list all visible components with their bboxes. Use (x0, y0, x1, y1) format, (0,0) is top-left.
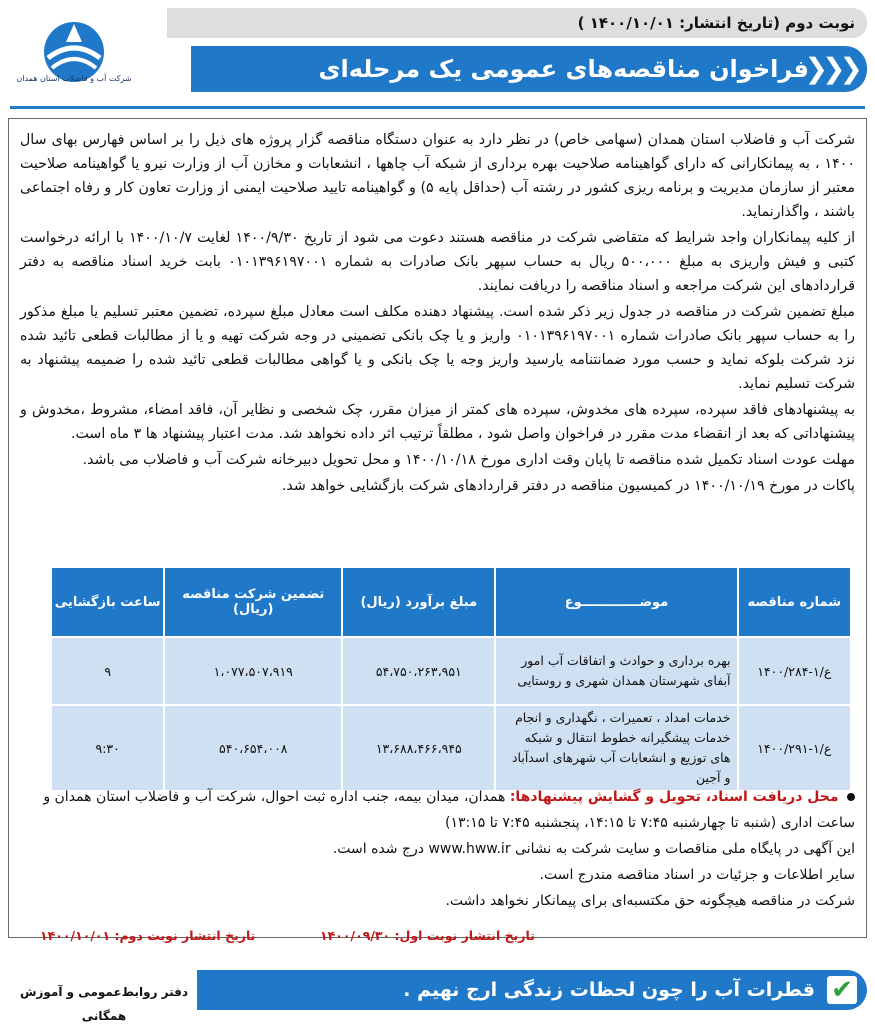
logo-text: شرکت آب و فاضلاب استان همدان (16, 74, 132, 83)
table-row (51, 705, 851, 791)
second-publication-date: تاریخ انتشار نوبت دوم: ۱۴۰۰/۱۰/۰۱ (40, 928, 256, 943)
details-line: سایر اطلاعات و جزئیات در اسناد مناقصه مندرج است. (539, 867, 855, 883)
paragraph-deadline: مهلت عودت اسناد تکمیل شده مناقصه تا پایان وقت اداری مورخ ۱۴۰۰/۱۰/۱۸ و محل تحویل دبیرخانه شرکت آب و فاضلاب می باشد. (82, 452, 855, 468)
paragraph-intro: شرکت آب و فاضلاب استان همدان (سهامی خاص) در نظر دارد به عنوان دستگاه مناقصه گزار پروژه های ذیل را بر اساس فهارس بهای سال ۱۴۰۰ ، به پیمانکارانی که دارای گواهینامه صلاحیت بهره برداری از شبکه آب چاهها ، انشعابات و مخازن آب از وزارت نیرو یا گواهینامه صلاحیت معتبر از سازمان مدیریت و برنامه ریزی کشور در رشته آب (حداقل پایه ۵) و گواهینامه تایید صلاحیت ایمنی از وزارت تعاون کار و رفاه اجتماعی باشند ، واگذارنماید. (20, 132, 855, 220)
col-opening-time: ساعت بازگشایی (51, 567, 164, 637)
place-text: همدان، میدان بیمه، جنب اداره ثبت احوال، شرکت آب و فاضلاب استان همدان و ساعت اداری (شنبه تا چهارشنبه ۷:۴۵ تا ۱۴:۱۵، پنجشنبه ۷:۴۵ تا ۱۳:۱۵) (43, 789, 855, 831)
footer-info (20, 784, 855, 914)
tender-subject: خدمات امداد ، تعمیرات ، نگهداری و انجام خدمات پیشگیرانه خطوط انتقال و شبکه های توزیع و انشعابات آب شهرهای اسدآباد و آجین (495, 705, 737, 791)
first-publication-date: تاریخ انتشار نوبت اول: ۱۴۰۰/۰۹/۳۰ (320, 928, 535, 943)
tender-table (50, 566, 852, 792)
department-name: دفتر روابط‌عمومی و آموزش همگانی (19, 985, 189, 1023)
col-guarantee: تضمین شرکت مناقصه (ریال) (164, 567, 342, 637)
paragraph-opening: پاکات در مورخ ۱۴۰۰/۱۰/۱۹ در کمیسیون مناقصه در دفتر قراردادهای شرکت بازگشایی خواهد شد. (281, 478, 855, 494)
table-header-row (51, 567, 851, 637)
page-title: فراخوان مناقصه‌های عمومی یک مرحله‌ای (191, 46, 867, 92)
tender-guarantee: ۱،۰۷۷،۵۰۷،۹۱۹ (164, 637, 342, 705)
website-line: این آگهی در پایگاه ملی مناقصات و سایت شرکت به نشانی www.hww.ir درج شده است. (332, 841, 855, 857)
col-subject: موضـــــــــــــوع (495, 567, 737, 637)
col-estimate: مبلغ برآورد (ریال) (342, 567, 495, 637)
tender-estimate: ۵۴،۷۵۰،۲۶۳،۹۵۱ (342, 637, 495, 705)
notice-text: نوبت دوم (تاریخ انتشار: ۱۴۰۰/۱۰/۰۱ ) (577, 14, 855, 32)
rights-line: شرکت در مناقصه هیچگونه حق مکتسبه‌ای برای پیمانکار نخواهد داشت. (445, 893, 855, 909)
tender-number: ع/۱-۱۴۰۰/۲۸۴ (738, 637, 851, 705)
tender-opening-time: ۹ (51, 637, 164, 705)
paragraph-rejection: به پیشنهادهای فاقد سپرده، سپرده های مخدوش، سپرده های کمتر از میزان مقرر، چک شخصی و نظایر آن، فاقد امضاء، مشروط ،مخدوش و پیشنهاداتی که بعد از انقضاء مدت مقرر در فراخوان واصل شود ، مطلقاً ترتیب اثر داده نخواهد شد. مدت اعتبار پیشنهاد ها ۳ ماه است. (20, 402, 855, 442)
notice-bar (167, 8, 867, 38)
table-row (51, 637, 851, 705)
paragraph-purchase: از کلیه پیمانکاران واجد شرایط که متقاضی شرکت در مناقصه هستند دعوت می شود از تاریخ ۱۴۰۰/۹/۳۰ لغایت ۱۴۰۰/۱۰/۷ با ارائه درخواست کتبی و فیش واریزی به مبلغ ۵۰۰،۰۰۰ ریال به حساب سپهر بانک صادرات به شماره ۰۱۰۱۳۹۶۱۹۷۰۰۱ بابت خرید اسناد مناقصه به دفتر قراردادهای این شرکت مراجعه و اسناد مناقصه را دریافت نمایند. (20, 230, 856, 294)
tender-opening-time: ۹:۳۰ (51, 705, 164, 791)
bullet-icon (847, 793, 855, 801)
check-icon: ✔ (827, 976, 857, 1004)
place-label: محل دریافت اسناد، تحویل و گشایش پیشنهادها: (509, 789, 839, 805)
header-divider (10, 106, 865, 109)
company-logo (14, 14, 134, 104)
place-info (20, 784, 855, 836)
col-tender-number: شماره مناقصه (738, 567, 851, 637)
slogan-bar: قطرات آب را چون لحظات زندگی ارج نهیم . (197, 970, 867, 1010)
tender-guarantee: ۵۴۰،۶۵۴،۰۰۸ (164, 705, 342, 791)
tender-subject: بهره برداری و حوادث و اتفاقات آب امور آبفای شهرستان همدان شهری و روستایی (495, 637, 737, 705)
tender-number: ع/۱-۱۴۰۰/۲۹۱ (738, 705, 851, 791)
triple-chevron-icon: ❮❮❮ (804, 52, 857, 85)
tender-estimate: ۱۳،۶۸۸،۴۶۶،۹۴۵ (342, 705, 495, 791)
paragraph-guarantee: مبلغ تضمین شرکت در مناقصه در جدول زیر ذکر شده است. پیشنهاد دهنده مکلف است معادل مبلغ سپرده، تضمین معتبر تسلیم یا مبلغ مذکور را به حساب سپهر بانک صادرات شماره ۰۱۰۱۳۹۶۱۹۷۰۰۱ واریز و یا چک بانکی تضمینی در وجه شرکت تهیه و یا از مطالبات قطعی تائید شده نزد شرکت بلوکه نماید و حسب مورد ضمانتنامه یارسید واریز وجه یا چک بانکی و یا گواهی مطالبات قطعی تائید شده را ضمیمه پیشنهاد به شرکت تسلیم نماید. (20, 304, 855, 392)
announcement-body (20, 128, 855, 500)
